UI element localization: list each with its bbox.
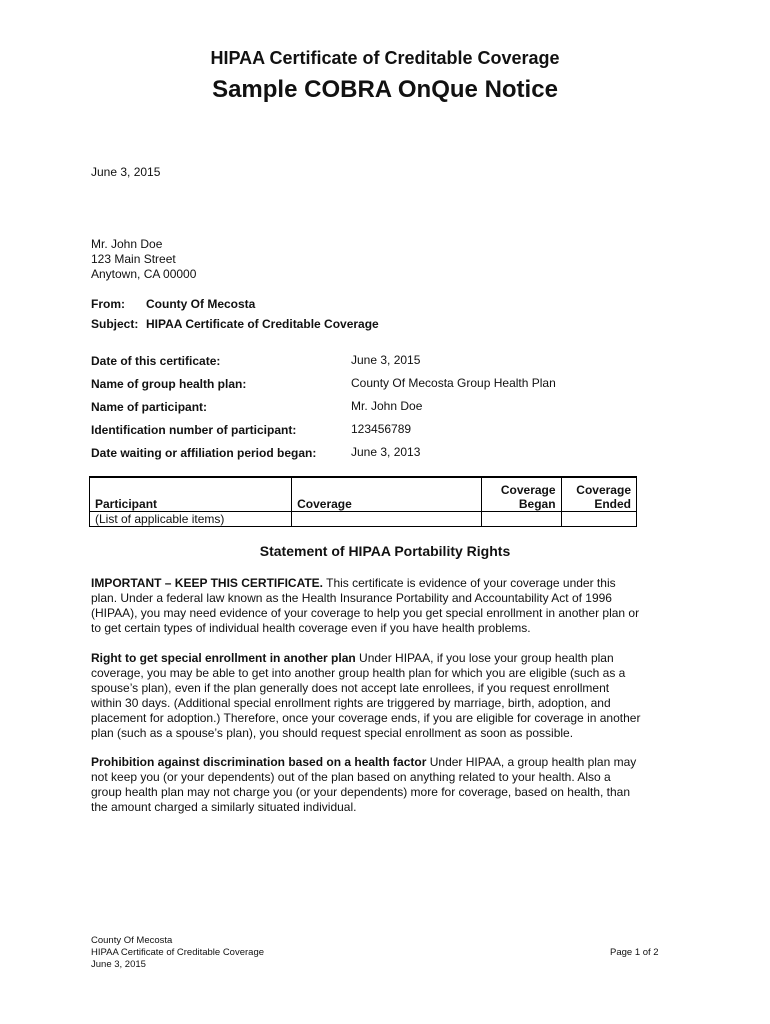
subject-label: Subject: — [91, 317, 139, 331]
letter-date: June 3, 2015 — [91, 165, 161, 179]
subject-value: HIPAA Certificate of Creditable Coverage — [146, 317, 379, 331]
footer-doc-title: HIPAA Certificate of Creditable Coverage — [91, 947, 265, 958]
recipient-name: Mr. John Doe — [91, 237, 163, 251]
detail-label-id-number: Identification number of participant: — [91, 423, 297, 437]
detail-label-plan-name: Name of group health plan: — [91, 377, 247, 391]
detail-value-certificate-date: June 3, 2015 — [351, 353, 421, 367]
page-number: Page 1 of 2 — [610, 947, 659, 958]
detail-value-plan-name: County Of Mecosta Group Health Plan — [351, 376, 556, 390]
detail-value-waiting-period: June 3, 2013 — [351, 445, 421, 459]
paragraph-discrimination: Prohibition against discrimination based on a health factor Under HIPAA, a group health plan may not keep you (or your dependents) out of the plan based on anything related to your health. Also a group health plan may not charge you (or your dependents) more for coverage, based on health, than the amount charged a similarly situated individual. — [91, 755, 637, 814]
detail-label-participant: Name of participant: — [91, 400, 208, 414]
paragraph-important: IMPORTANT – KEEP THIS CERTIFICATE. This certificate is evidence of your coverage under this plan. Under a federal law known as the Health Insurance Portability and Accountability Act of 1996 (HIPAA), you may need evidence of your coverage to help you get special enrollment in another plan or to get certain types of individual health coverage even if you have health problems. — [91, 576, 640, 635]
col-coverage-ended: Coverage Ended — [561, 477, 636, 512]
col-coverage: Coverage — [292, 477, 482, 512]
table-row — [90, 512, 637, 527]
detail-label-waiting-period: Date waiting or affiliation period began: — [91, 446, 317, 460]
detail-value-participant: Mr. John Doe — [351, 399, 423, 413]
document-title: HIPAA Certificate of Creditable Coverage — [210, 48, 560, 68]
from-value: County Of Mecosta — [146, 297, 256, 311]
paragraph-special-enrollment: Right to get special enrollment in another plan Under HIPAA, if you lose your group health plan coverage, you may be able to get into another group health plan for which you are eligible (such as a spouse’s plan), even if the plan generally does not accept late enrollees, if you request enrollment within 30 days. (Additional special enrollment rights are triggered by marriage, birth, adoption, and placement for adoption.) Therefore, once your coverage ends, if you are eligible for coverage in another plan (such as a spouse’s plan), you should request special enrollment as soon as possible. — [91, 651, 641, 740]
col-participant: Participant — [90, 477, 292, 512]
footer — [91, 935, 264, 971]
coverage-table-header — [90, 477, 637, 512]
table-cell-ended — [561, 512, 636, 527]
col-coverage-began: Coverage Began — [482, 477, 561, 512]
recipient-address — [91, 237, 196, 282]
table-cell-participant: (List of applicable items) — [90, 512, 292, 527]
recipient-city: Anytown, CA 00000 — [91, 267, 197, 281]
statement-title: Statement of HIPAA Portability Rights — [259, 543, 511, 559]
table-cell-began — [482, 512, 561, 527]
footer-org: County Of Mecosta — [91, 935, 173, 946]
document-subtitle: Sample COBRA OnQue Notice — [212, 76, 558, 103]
from-label: From: — [91, 297, 125, 311]
footer-date: June 3, 2015 — [91, 959, 146, 970]
detail-label-certificate-date: Date of this certificate: — [91, 354, 221, 368]
table-cell-coverage — [292, 512, 482, 527]
detail-value-id-number: 123456789 — [351, 422, 412, 436]
coverage-table — [89, 476, 637, 527]
recipient-street: 123 Main Street — [91, 252, 176, 266]
